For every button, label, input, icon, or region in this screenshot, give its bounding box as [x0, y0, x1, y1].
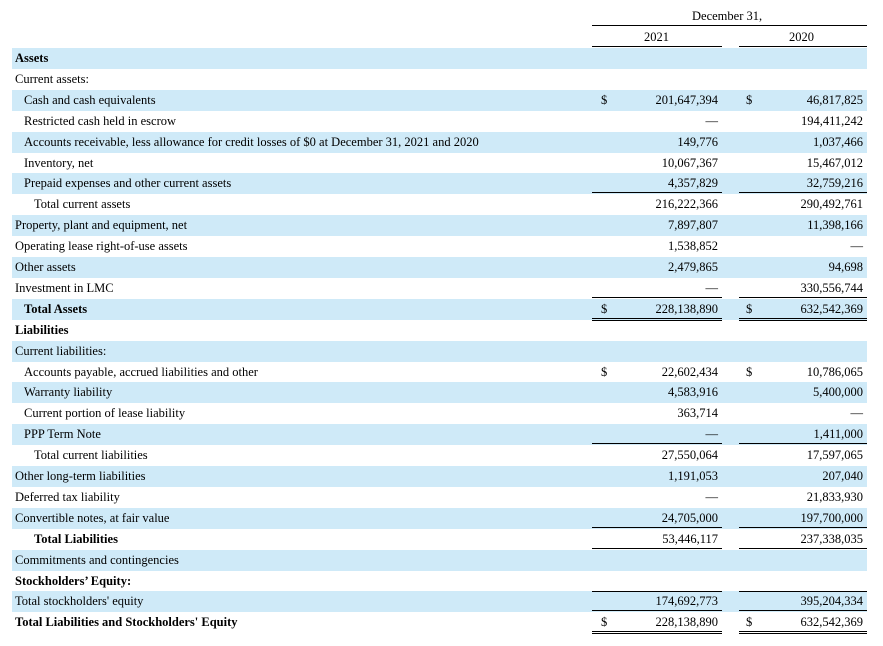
underline-2020 [739, 192, 867, 193]
currency-symbol-2021: $ [601, 364, 608, 379]
table-row [0, 320, 883, 340]
row-label: PPP Term Note [24, 427, 101, 442]
column-header-2021: 2021 [644, 30, 669, 44]
value-2021: 10,067,367 [661, 155, 718, 170]
table-row [0, 173, 883, 193]
column-header-2020: 2020 [789, 30, 814, 44]
underline-2020 [739, 548, 867, 549]
value-2021: 24,705,000 [661, 510, 718, 525]
row-label: Liabilities [15, 322, 69, 337]
value-2021: — [705, 280, 718, 295]
column-header-rule-2020 [739, 46, 867, 47]
row-label: Total current liabilities [34, 448, 148, 463]
currency-symbol-2020: $ [746, 615, 753, 630]
row-label: Total Liabilities and Stockholders' Equity [15, 615, 238, 630]
row-label: Other assets [15, 260, 76, 274]
underline-2021 [592, 548, 722, 549]
row-label: Current assets: [15, 71, 89, 86]
row-label: Deferred tax liability [15, 489, 120, 504]
value-2020: — [850, 406, 863, 421]
row-label: Inventory, net [24, 155, 94, 170]
underline-2020 [739, 297, 867, 298]
value-2021: 53,446,117 [662, 531, 718, 546]
value-2020: 46,817,825 [806, 92, 863, 107]
value-2020: 237,338,035 [800, 531, 863, 546]
value-2020: — [850, 239, 863, 254]
value-2021: — [705, 113, 718, 128]
row-label: Cash and cash equivalents [24, 92, 156, 107]
row-label: Current portion of lease liability [24, 406, 186, 421]
value-2021: 149,776 [677, 134, 718, 149]
table-row [0, 257, 883, 277]
table-row [0, 550, 883, 570]
value-2020: 290,492,761 [800, 197, 863, 212]
underline-2021 [592, 610, 722, 611]
underline-2021 [592, 192, 722, 193]
period-header: December 31, [692, 9, 763, 23]
table-row [0, 466, 883, 486]
value-2021: 201,647,394 [655, 92, 718, 107]
value-2021: — [705, 427, 718, 442]
table-row [0, 612, 883, 632]
row-shading [12, 424, 867, 445]
row-label: Investment in LMC [15, 280, 114, 295]
value-2021: 363,714 [677, 406, 718, 421]
row-shading [12, 257, 867, 278]
table-row [0, 132, 883, 152]
value-2021: 4,583,916 [668, 385, 718, 400]
currency-symbol-2021: $ [601, 301, 608, 316]
value-2021: 7,897,807 [668, 218, 718, 233]
table-row [0, 194, 883, 214]
table-row [0, 508, 883, 528]
value-2020: 1,037,466 [813, 134, 863, 149]
value-2021: 27,550,064 [661, 448, 718, 463]
value-2021: 174,692,773 [655, 594, 718, 609]
table-row [0, 236, 883, 256]
table-row [0, 445, 883, 465]
currency-symbol-2021: $ [601, 92, 608, 107]
currency-symbol-2020: $ [746, 92, 753, 107]
table-row [0, 278, 883, 298]
table-row [0, 111, 883, 131]
table-row [0, 153, 883, 173]
row-label: Other long-term liabilities [15, 469, 146, 483]
value-2020: 5,400,000 [813, 385, 863, 400]
table-row [0, 299, 883, 319]
value-2020: 632,542,369 [800, 615, 863, 630]
underline-2021 [592, 443, 722, 444]
table-row [0, 69, 883, 89]
table-row [0, 529, 883, 549]
underline-2020 [739, 527, 867, 528]
value-2020: 194,411,242 [800, 113, 863, 128]
row-shading [12, 382, 867, 403]
value-2020: 1,411,000 [813, 427, 863, 442]
value-2020: 207,040 [822, 469, 863, 483]
column-header-rule-2021 [592, 46, 722, 47]
value-2020: 15,467,012 [806, 155, 863, 170]
table-row [0, 215, 883, 235]
table-row [0, 362, 883, 382]
period-header-rule [592, 25, 867, 26]
value-2020: 21,833,930 [806, 489, 863, 504]
table-row [0, 424, 883, 444]
value-2020: 11,398,166 [807, 218, 863, 233]
table-row [0, 382, 883, 402]
value-2021: — [705, 489, 718, 504]
row-label: Total stockholders' equity [15, 594, 144, 609]
row-shading [12, 341, 867, 362]
row-label: Convertible notes, at fair value [15, 510, 170, 525]
value-2020: 17,597,065 [806, 448, 863, 463]
underline-2021 [592, 631, 722, 632]
underline-2020 [739, 631, 867, 632]
currency-symbol-2020: $ [746, 364, 753, 379]
row-label: Assets [15, 51, 49, 65]
overline-2021 [592, 591, 722, 592]
double-underline-2020 [739, 633, 867, 634]
row-label: Accounts receivable, less allowance for credit losses of $0 at December 31, 2021 and 2020 [24, 134, 479, 149]
row-label: Total Assets [24, 301, 88, 316]
underline-2021 [592, 527, 722, 528]
value-2021: 228,138,890 [655, 615, 718, 630]
value-2021: 1,538,852 [668, 239, 718, 254]
value-2020: 32,759,216 [806, 176, 863, 191]
value-2021: 1,191,053 [668, 469, 718, 483]
underline-2020 [739, 443, 867, 444]
value-2021: 4,357,829 [668, 176, 718, 191]
overline-2020 [739, 591, 867, 592]
value-2020: 197,700,000 [800, 510, 863, 525]
row-label: Prepaid expenses and other current assets [24, 176, 232, 191]
double-underline-2021 [592, 633, 722, 634]
row-label: Operating lease right-of-use assets [15, 239, 188, 254]
value-2020: 94,698 [828, 260, 863, 274]
row-label: Total current assets [34, 197, 131, 212]
row-label: Restricted cash held in escrow [24, 113, 177, 128]
value-2020: 395,204,334 [800, 594, 863, 609]
table-row [0, 341, 883, 361]
row-label: Commitments and contingencies [15, 552, 179, 567]
value-2020: 10,786,065 [806, 364, 863, 379]
value-2021: 228,138,890 [655, 301, 718, 316]
value-2021: 216,222,366 [655, 197, 718, 212]
table-row [0, 571, 883, 591]
row-label: Total Liabilities [34, 531, 118, 546]
row-label: Current liabilities: [15, 343, 107, 358]
table-row [0, 487, 883, 507]
underline-2021 [592, 318, 722, 319]
row-label: Accounts payable, accrued liabilities and other [24, 364, 258, 379]
currency-symbol-2021: $ [601, 615, 608, 630]
value-2020: 632,542,369 [800, 301, 863, 316]
value-2021: 2,479,865 [668, 260, 718, 274]
table-row [0, 48, 883, 68]
row-shading [12, 299, 867, 320]
table-row [0, 403, 883, 423]
underline-2020 [739, 318, 867, 319]
currency-symbol-2020: $ [746, 301, 753, 316]
underline-2021 [592, 297, 722, 298]
underline-2020 [739, 610, 867, 611]
value-2020: 330,556,744 [800, 280, 863, 295]
row-label: Warranty liability [24, 385, 113, 400]
value-2021: 22,602,434 [661, 364, 718, 379]
row-label: Property, plant and equipment, net [15, 218, 188, 233]
table-row [0, 591, 883, 611]
row-shading [12, 48, 867, 69]
row-label: Stockholders’ Equity: [15, 573, 132, 588]
table-row [0, 90, 883, 110]
